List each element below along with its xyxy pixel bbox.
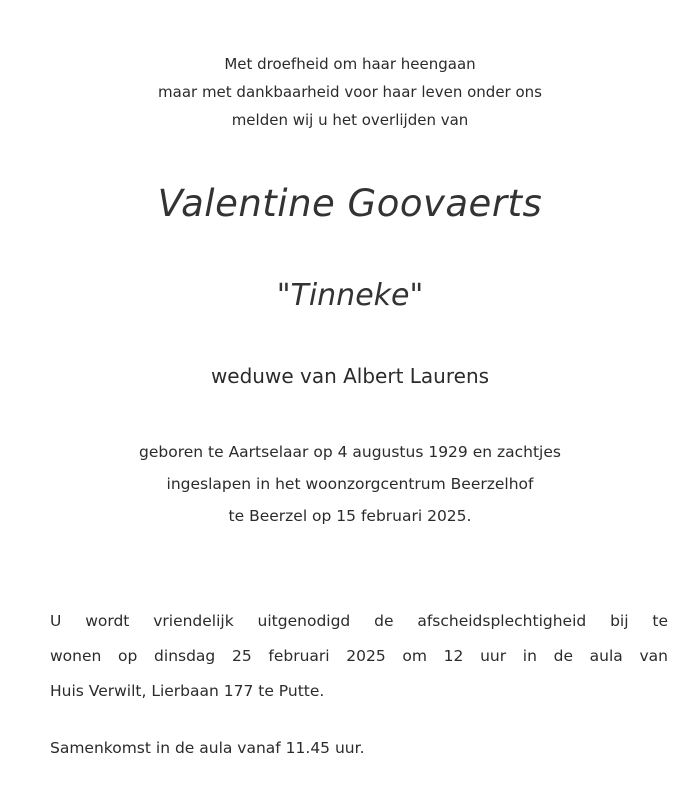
birth-line-2: ingeslapen in het woonzorgcentrum Beerzelhof [166, 475, 534, 493]
birth-line-1: geboren te Aartselaar op 4 augustus 1929 en zachtjes [139, 443, 561, 461]
nickname: "Tinneke" [276, 278, 424, 313]
gathering-info: Samenkomst in de aula vanaf 11.45 uur. [50, 739, 365, 757]
invite-line-2: wonen op dinsdag 25 februari 2025 om 12 uur in de aula van [50, 647, 668, 665]
invite-line-3: Huis Verwilt, Lierbaan 177 te Putte. [50, 682, 325, 700]
deceased-name: Valentine Goovaerts [157, 182, 543, 225]
intro-line-3: melden wij u het overlijden van [231, 111, 469, 129]
ceremony-invitation [50, 604, 668, 709]
invite-line-1: U wordt vriendelijk uitgenodigd de afscheidsplechtigheid bij te [50, 612, 668, 630]
intro-line-1: Met droefheid om haar heengaan [224, 55, 476, 73]
intro-text [0, 50, 700, 134]
widow-of: weduwe van Albert Laurens [210, 364, 490, 388]
birth-line-3: te Beerzel op 15 februari 2025. [228, 507, 472, 525]
intro-line-2: maar met dankbaarheid voor haar leven onder ons [158, 83, 542, 101]
birth-death-details [0, 436, 700, 532]
